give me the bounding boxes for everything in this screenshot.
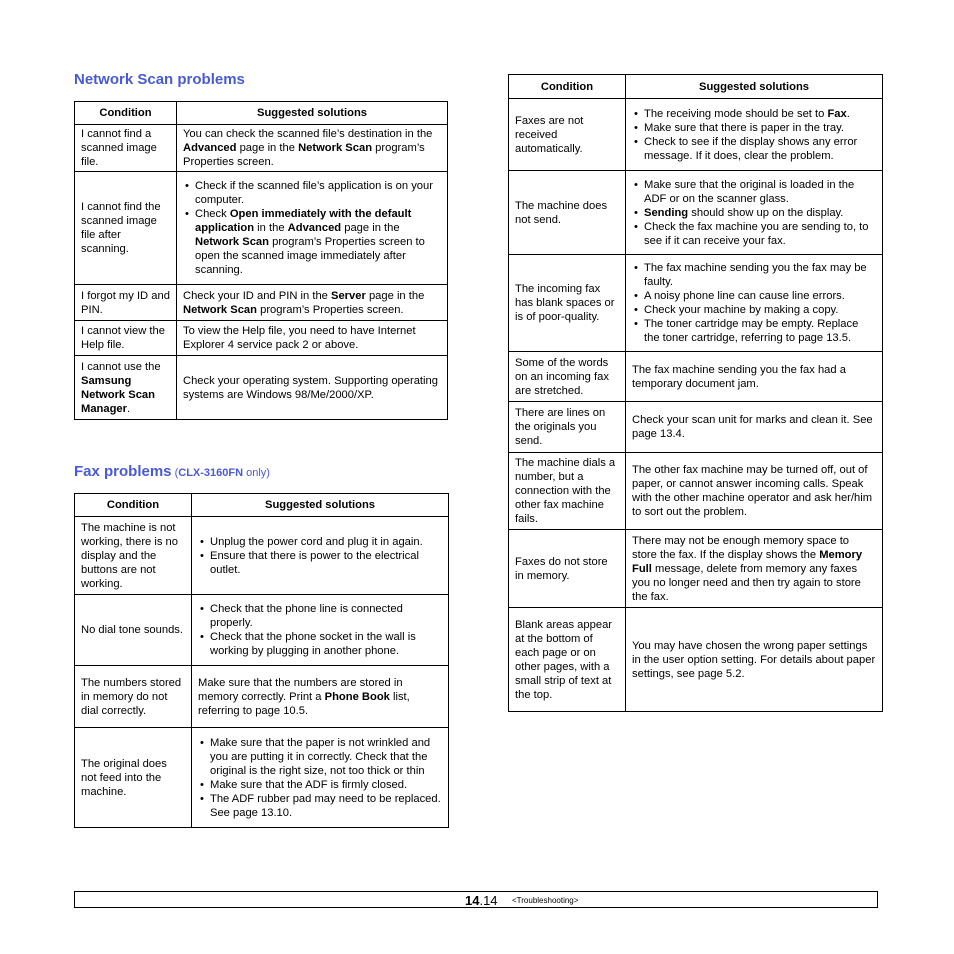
solution-cell: You may have chosen the wrong paper settings in the user option setting. For details about paper settings, see page 5.2. [626,608,883,712]
solution-bullet: • The fax machine sending you the fax may be faulty. [632,261,876,289]
fax-problems-table-continued [508,74,883,712]
table-row [75,125,448,172]
section-label: <Troubleshooting> [512,896,579,905]
solution-list [632,178,876,248]
solution-list [198,535,442,577]
table-row [75,517,449,595]
condition-cell: The incoming fax has blank spaces or is of poor-quality. [509,255,626,352]
table-row [75,356,448,420]
solution-list [632,107,876,163]
solution-bullet: • Check your machine by making a copy. [632,303,876,317]
solutions-header: Suggested solutions [192,494,449,517]
condition-cell: No dial tone sounds. [75,595,192,666]
table-row [75,172,448,285]
solution-cell: You can check the scanned file’s destination in the Advanced page in the Network Scan program’s Properties screen. [177,125,448,172]
condition-cell: The numbers stored in memory do not dial correctly. [75,666,192,728]
solution-cell: The other fax machine may be turned off, out of paper, or cannot answer incoming calls. Speak with the other machine operator and ask her/him to sort out the problem. [626,453,883,530]
solution-bullet: • Make sure that there is paper in the tray. [632,121,876,135]
solution-cell [192,517,449,595]
table-row [509,608,883,712]
solution-bullet: • A noisy phone line can cause line errors. [632,289,876,303]
solution-bullet: • Check Open immediately with the default application in the Advanced page in the Network Scan program’s Properties screen to open the scanned image immediately after scanning. [183,207,441,277]
solution-cell [626,99,883,171]
solution-cell: There may not be enough memory space to store the fax. If the display shows the Memory Full message, delete from memory any faxes you no longer need and then try again to store the fax. [626,530,883,608]
solution-cell: Check your scan unit for marks and clean it. See page 13.4. [626,402,883,453]
solution-bullet: • Check that the phone line is connected properly. [198,602,442,630]
condition-header: Condition [509,75,626,99]
condition-cell: The original does not feed into the machine. [75,728,192,828]
solutions-header: Suggested solutions [626,75,883,99]
solution-bullet: • Ensure that there is power to the electrical outlet. [198,549,442,577]
fax-title-note: (CLX-3160FN only) [171,467,270,479]
solution-cell: Make sure that the numbers are stored in memory correctly. Print a Phone Book list, referring to page 10.5. [192,666,449,728]
fax-title-text: Fax problems [74,463,172,480]
page-footer [74,891,878,908]
condition-cell: I cannot find a scanned image file. [75,125,177,172]
solution-bullet: • Unplug the power cord and plug it in again. [198,535,442,549]
table-row [509,171,883,255]
solution-bullet: • The ADF rubber pad may need to be replaced. See page 13.10. [198,792,442,820]
fax-problems-table [74,493,449,828]
condition-cell: Blank areas appear at the bottom of each page or on other pages, with a small strip of text at the top. [509,608,626,712]
solution-bullet: • Check if the scanned file’s application is on your computer. [183,179,441,207]
solution-bullet: • Check to see if the display shows any error message. If it does, clear the problem. [632,135,876,163]
solution-cell: To view the Help file, you need to have Internet Explorer 4 service pack 2 or above. [177,321,448,356]
table-row [509,255,883,352]
table-row [509,352,883,402]
condition-cell: Some of the words on an incoming fax are stretched. [509,352,626,402]
network-scan-table [74,101,448,420]
table-row [75,728,449,828]
table-row [509,99,883,171]
table-header-row [509,75,883,99]
condition-header: Condition [75,494,192,517]
condition-cell: I cannot find the scanned image file after scanning. [75,172,177,285]
solution-list [198,602,442,658]
condition-cell: I cannot view the Help file. [75,321,177,356]
condition-cell: Faxes do not store in memory. [509,530,626,608]
solution-bullet: • The toner cartridge may be empty. Replace the toner cartridge, referring to page 13.5. [632,317,876,345]
table-row [75,321,448,356]
solution-bullet: • Sending should show up on the display. [632,206,876,220]
solution-cell [192,728,449,828]
solution-cell: Check your operating system. Supporting operating systems are Windows 98/Me/2000/XP. [177,356,448,420]
table-row [509,402,883,453]
solution-bullet: • Make sure that the ADF is firmly closed. [198,778,442,792]
solution-bullet: • Make sure that the original is loaded in the ADF or on the scanner glass. [632,178,876,206]
condition-cell: The machine is not working, there is no display and the buttons are not working. [75,517,192,595]
solution-bullet: • The receiving mode should be set to Fax. [632,107,876,121]
solution-cell [177,172,448,285]
solution-list [632,261,876,345]
table-row [509,453,883,530]
table-row [75,666,449,728]
fax-problems-title [74,463,270,480]
solution-cell [626,255,883,352]
solution-cell: The fax machine sending you the fax had a temporary document jam. [626,352,883,402]
table-header-row [75,494,449,517]
table-row [75,285,448,321]
condition-cell: The machine does not send. [509,171,626,255]
solution-cell: Check your ID and PIN in the Server page in the Network Scan program’s Properties screen. [177,285,448,321]
table-row [509,530,883,608]
condition-cell: The machine dials a number, but a connection with the other fax machine fails. [509,453,626,530]
solutions-header: Suggested solutions [177,102,448,125]
network-scan-title: Network Scan problems [74,71,245,88]
solution-cell [626,171,883,255]
solution-bullet: • Check the fax machine you are sending to, to see if it can receive your fax. [632,220,876,248]
table-row [75,595,449,666]
solution-list [183,179,441,277]
table-header-row [75,102,448,125]
condition-cell: I forgot my ID and PIN. [75,285,177,321]
condition-cell: I cannot use the Samsung Network Scan Manager. [75,356,177,420]
solution-list [198,736,442,820]
page-number: 14.14 [465,893,498,908]
solution-bullet: • Make sure that the paper is not wrinkled and you are putting it in correctly. Check that the original is the right size, not too thick or thin [198,736,442,778]
solution-bullet: • Check that the phone socket in the wall is working by plugging in another phone. [198,630,442,658]
condition-cell: Faxes are not received automatically. [509,99,626,171]
condition-header: Condition [75,102,177,125]
solution-cell [192,595,449,666]
condition-cell: There are lines on the originals you send. [509,402,626,453]
